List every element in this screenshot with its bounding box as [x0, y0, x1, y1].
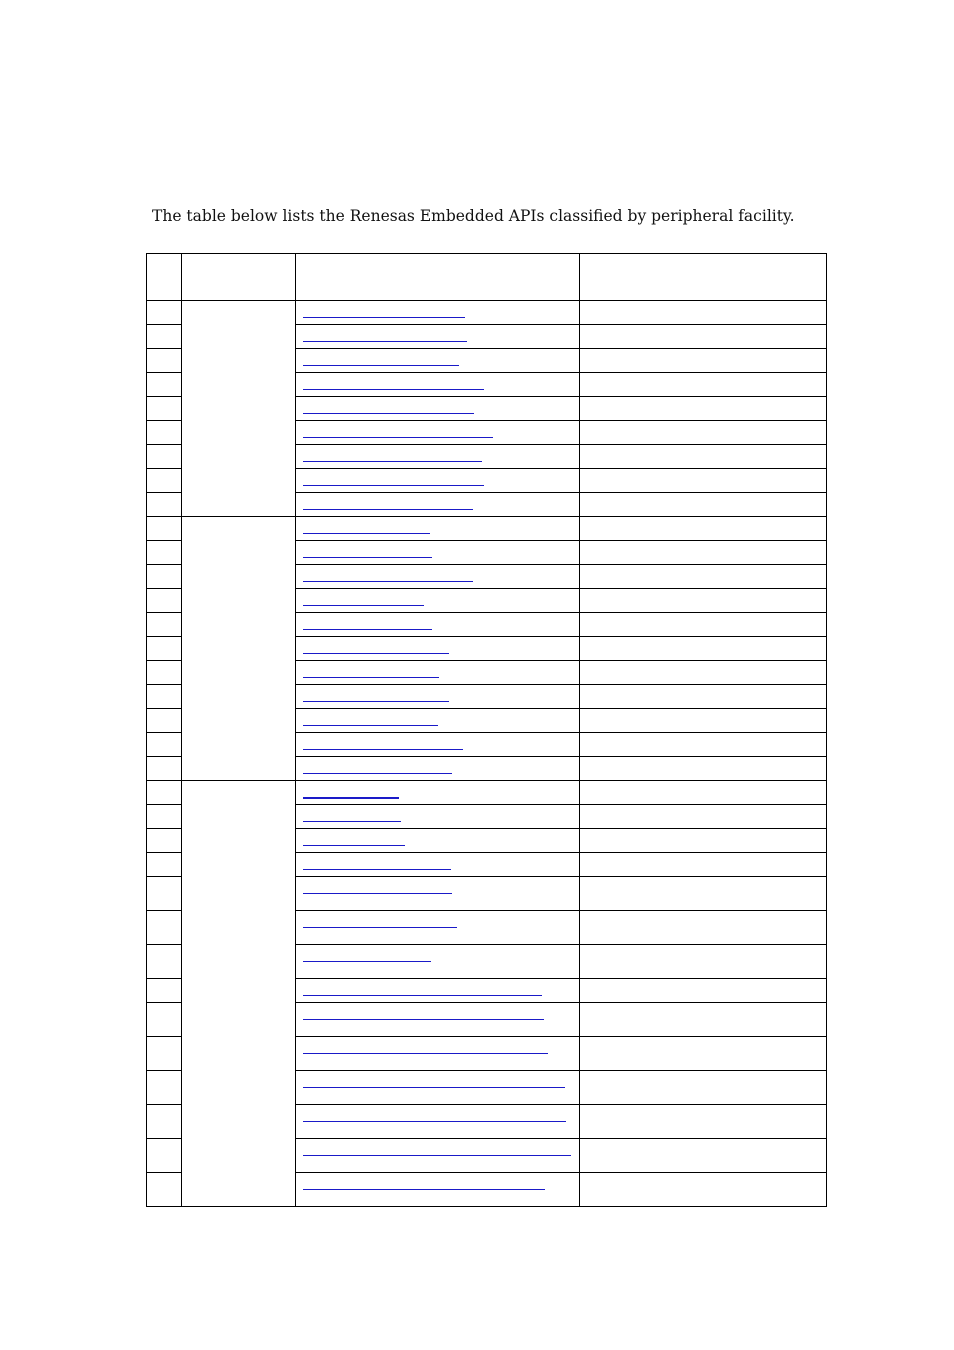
- description-cell: [580, 661, 827, 685]
- api-link[interactable]: [303, 1111, 566, 1122]
- row-number-cell: [147, 421, 182, 445]
- header-cell-number: [147, 254, 182, 301]
- row-number-cell: [147, 781, 182, 805]
- row-number-cell: [147, 805, 182, 829]
- api-link[interactable]: [303, 739, 463, 750]
- api-name-cell: [296, 349, 580, 373]
- api-name-cell: [296, 733, 580, 757]
- api-name-cell: [296, 709, 580, 733]
- row-number-cell: [147, 1173, 182, 1207]
- row-number-cell: [147, 541, 182, 565]
- description-cell: [580, 613, 827, 637]
- row-number-cell: [147, 1037, 182, 1071]
- row-number-cell: [147, 469, 182, 493]
- api-name-cell: [296, 979, 580, 1003]
- description-cell: [580, 1105, 827, 1139]
- api-name-cell: [296, 613, 580, 637]
- description-cell: [580, 709, 827, 733]
- row-number-cell: [147, 853, 182, 877]
- api-link[interactable]: [303, 1009, 544, 1020]
- row-number-cell: [147, 1105, 182, 1139]
- api-name-cell: [296, 301, 580, 325]
- row-number-cell: [147, 829, 182, 853]
- facility-group-cell: [182, 517, 296, 781]
- api-link[interactable]: [303, 403, 474, 414]
- api-link[interactable]: [303, 595, 424, 606]
- description-cell: [580, 1071, 827, 1105]
- description-cell: [580, 1003, 827, 1037]
- api-name-cell: [296, 1173, 580, 1207]
- api-name-cell: [296, 1037, 580, 1071]
- description-cell: [580, 1173, 827, 1207]
- facility-group-cell: [182, 301, 296, 517]
- row-number-cell: [147, 911, 182, 945]
- api-table: [146, 253, 827, 1207]
- api-link[interactable]: [303, 951, 431, 962]
- api-link[interactable]: [303, 451, 482, 462]
- api-link[interactable]: [303, 883, 452, 894]
- api-link[interactable]: [303, 985, 542, 996]
- row-number-cell: [147, 1003, 182, 1037]
- api-name-cell: [296, 757, 580, 781]
- row-number-cell: [147, 945, 182, 979]
- row-number-cell: [147, 1139, 182, 1173]
- description-cell: [580, 373, 827, 397]
- description-cell: [580, 541, 827, 565]
- description-cell: [580, 469, 827, 493]
- api-name-cell: [296, 853, 580, 877]
- description-cell: [580, 945, 827, 979]
- api-table-body: [147, 254, 827, 1207]
- api-name-cell: [296, 781, 580, 805]
- description-cell: [580, 877, 827, 911]
- api-link[interactable]: [303, 691, 449, 702]
- api-link[interactable]: [303, 667, 439, 678]
- api-name-cell: [296, 1105, 580, 1139]
- table-header-row: [147, 254, 827, 301]
- api-name-cell: [296, 661, 580, 685]
- facility-group-cell: [182, 781, 296, 1207]
- intro-text: The table below lists the Renesas Embedded APIs classified by peripheral facility.: [152, 207, 795, 225]
- description-cell: [580, 301, 827, 325]
- api-link[interactable]: [303, 643, 449, 654]
- row-number-cell: [147, 613, 182, 637]
- api-link[interactable]: [303, 763, 452, 774]
- description-cell: [580, 349, 827, 373]
- description-cell: [580, 517, 827, 541]
- api-name-cell: [296, 829, 580, 853]
- row-number-cell: [147, 517, 182, 541]
- description-cell: [580, 1037, 827, 1071]
- row-number-cell: [147, 661, 182, 685]
- description-cell: [580, 589, 827, 613]
- row-number-cell: [147, 325, 182, 349]
- api-name-cell: [296, 911, 580, 945]
- description-cell: [580, 445, 827, 469]
- api-link[interactable]: [303, 355, 459, 366]
- api-name-cell: [296, 877, 580, 911]
- api-name-cell: [296, 541, 580, 565]
- description-cell: [580, 685, 827, 709]
- description-cell: [580, 565, 827, 589]
- api-name-cell: [296, 1003, 580, 1037]
- row-number-cell: [147, 565, 182, 589]
- description-cell: [580, 829, 827, 853]
- row-number-cell: [147, 709, 182, 733]
- row-number-cell: [147, 1071, 182, 1105]
- api-name-cell: [296, 805, 580, 829]
- api-link[interactable]: [303, 475, 484, 486]
- header-cell-description: [580, 254, 827, 301]
- api-link[interactable]: [303, 917, 457, 928]
- description-cell: [580, 757, 827, 781]
- table-row: [147, 301, 827, 325]
- api-name-cell: [296, 421, 580, 445]
- api-link[interactable]: [303, 1179, 545, 1190]
- row-number-cell: [147, 301, 182, 325]
- api-name-cell: [296, 565, 580, 589]
- api-link[interactable]: [303, 787, 399, 799]
- api-name-cell: [296, 469, 580, 493]
- api-name-cell: [296, 1139, 580, 1173]
- api-link[interactable]: [303, 811, 401, 822]
- api-name-cell: [296, 1071, 580, 1105]
- table-row: [147, 517, 827, 541]
- api-name-cell: [296, 945, 580, 979]
- api-link[interactable]: [303, 499, 473, 510]
- api-link[interactable]: [303, 571, 473, 582]
- row-number-cell: [147, 685, 182, 709]
- api-link[interactable]: [303, 835, 405, 846]
- table-row: [147, 781, 827, 805]
- row-number-cell: [147, 733, 182, 757]
- row-number-cell: [147, 757, 182, 781]
- description-cell: [580, 733, 827, 757]
- description-cell: [580, 1139, 827, 1173]
- api-link[interactable]: [303, 547, 432, 558]
- api-link[interactable]: [303, 523, 430, 534]
- api-link[interactable]: [303, 715, 438, 726]
- api-name-cell: [296, 685, 580, 709]
- api-link[interactable]: [303, 619, 432, 630]
- row-number-cell: [147, 373, 182, 397]
- row-number-cell: [147, 637, 182, 661]
- description-cell: [580, 853, 827, 877]
- api-name-cell: [296, 445, 580, 469]
- api-link[interactable]: [303, 1145, 571, 1156]
- row-number-cell: [147, 877, 182, 911]
- api-link[interactable]: [303, 331, 467, 342]
- api-name-cell: [296, 589, 580, 613]
- api-link[interactable]: [303, 859, 451, 870]
- api-link[interactable]: [303, 307, 465, 318]
- api-name-cell: [296, 397, 580, 421]
- row-number-cell: [147, 493, 182, 517]
- api-name-cell: [296, 493, 580, 517]
- description-cell: [580, 979, 827, 1003]
- api-link[interactable]: [303, 1077, 565, 1088]
- api-link[interactable]: [303, 379, 484, 390]
- api-name-cell: [296, 517, 580, 541]
- description-cell: [580, 637, 827, 661]
- row-number-cell: [147, 397, 182, 421]
- description-cell: [580, 397, 827, 421]
- api-name-cell: [296, 325, 580, 349]
- row-number-cell: [147, 349, 182, 373]
- api-link[interactable]: [303, 427, 493, 438]
- description-cell: [580, 493, 827, 517]
- header-cell-api-name: [296, 254, 580, 301]
- description-cell: [580, 781, 827, 805]
- description-cell: [580, 805, 827, 829]
- description-cell: [580, 911, 827, 945]
- description-cell: [580, 421, 827, 445]
- header-cell-facility: [182, 254, 296, 301]
- row-number-cell: [147, 445, 182, 469]
- api-link[interactable]: [303, 1043, 548, 1054]
- api-name-cell: [296, 637, 580, 661]
- row-number-cell: [147, 979, 182, 1003]
- row-number-cell: [147, 589, 182, 613]
- description-cell: [580, 325, 827, 349]
- api-name-cell: [296, 373, 580, 397]
